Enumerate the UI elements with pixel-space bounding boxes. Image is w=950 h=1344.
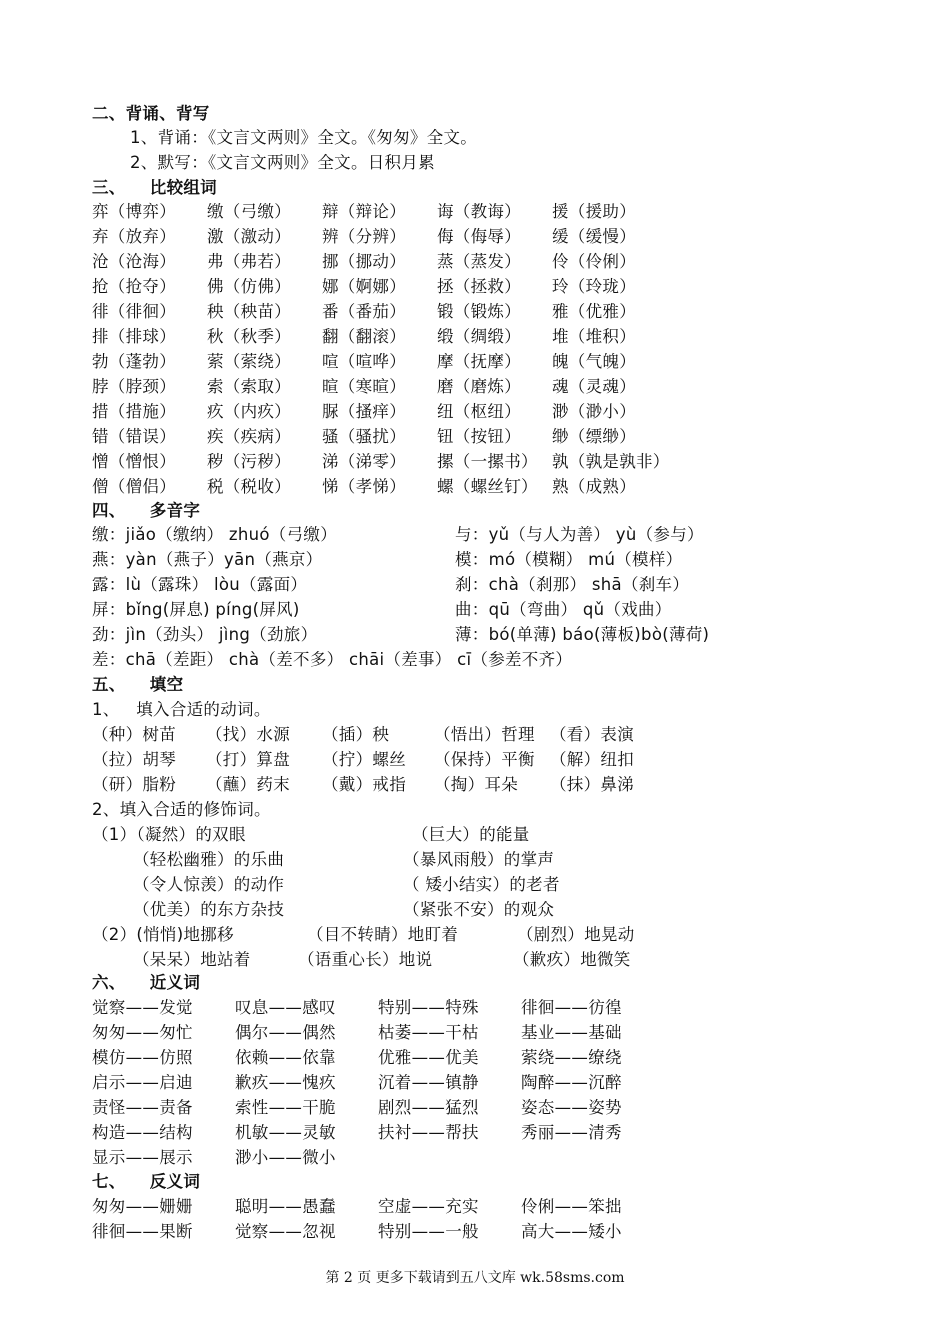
table-cell: 偶尔——偶然 bbox=[235, 1023, 336, 1042]
page-footer: 第 2 页 更多下载请到五八文库 wk.58sms.com bbox=[325, 1270, 625, 1286]
table-cell: 纽（枢纽） bbox=[437, 402, 521, 421]
table-cell: 喧（喧哗） bbox=[322, 352, 406, 371]
table-cell: 模仿——仿照 bbox=[92, 1048, 193, 1067]
table-cell: （打）算盘 bbox=[206, 750, 290, 769]
table-cell: （紧张不安）的观众 bbox=[403, 900, 555, 919]
table-cell: （优美）的东方杂技 bbox=[133, 900, 285, 919]
table-cell: 优雅——优美 bbox=[378, 1048, 479, 1067]
table-cell: 刹：chà（刹那） shā（刹车） bbox=[455, 575, 690, 594]
section-7-heading: 七、 反义词 bbox=[92, 1172, 201, 1191]
table-cell: （插）秧 bbox=[322, 725, 390, 744]
table-row bbox=[92, 274, 692, 299]
table-row bbox=[92, 1120, 651, 1145]
table-row bbox=[92, 1219, 651, 1244]
section-4-heading: 四、 多音字 bbox=[92, 501, 201, 520]
table-cell: 特别——一般 bbox=[378, 1222, 479, 1241]
table-row bbox=[92, 772, 650, 797]
table-cell: 缓（缓慢） bbox=[552, 227, 636, 246]
table-cell: 税（税收） bbox=[207, 477, 291, 496]
table-cell: 弃（放弃） bbox=[92, 227, 176, 246]
table-cell: 模：mó（模糊） mú（模样） bbox=[455, 550, 683, 569]
table-cell: （语重心长）地说 bbox=[298, 950, 433, 969]
table-row bbox=[92, 1020, 651, 1045]
table-row bbox=[92, 1095, 651, 1120]
table-row bbox=[92, 399, 692, 424]
table-cell: 佛（仿佛） bbox=[207, 277, 291, 296]
table-cell: 徘（徘徊） bbox=[92, 302, 176, 321]
table-cell: 孰（孰是孰非） bbox=[552, 452, 670, 471]
table-row bbox=[92, 1045, 651, 1070]
table-cell: 高大——矮小 bbox=[521, 1222, 622, 1241]
table-cell: （ 矮小结实）的老者 bbox=[403, 875, 560, 894]
table-cell: 憎（憎恨） bbox=[92, 452, 176, 471]
fill-modifiers-instruction: 2、填入合适的修饰词。 bbox=[92, 800, 271, 819]
table-cell: （蘸）药末 bbox=[206, 775, 290, 794]
table-cell: 秽（污秽） bbox=[207, 452, 291, 471]
table-row bbox=[92, 349, 692, 374]
table-cell: 责怪——责备 bbox=[92, 1098, 193, 1117]
table-cell: 秧（秧苗） bbox=[207, 302, 291, 321]
table-cell: 秀丽——清秀 bbox=[521, 1123, 622, 1142]
table-cell: （抹）鼻涕 bbox=[550, 775, 634, 794]
table-row bbox=[92, 747, 650, 772]
table-cell: 疚（内疚） bbox=[207, 402, 291, 421]
table-cell: 聪明——愚蠢 bbox=[235, 1197, 336, 1216]
table-cell: （轻松幽雅）的乐曲 bbox=[133, 850, 285, 869]
table-cell: 屏：bǐng(屏息) píng(屏风) bbox=[92, 600, 300, 619]
table-row bbox=[92, 374, 692, 399]
table-cell: 雅（优雅） bbox=[552, 302, 636, 321]
table-cell: 魄（气魄） bbox=[552, 352, 636, 371]
table-row bbox=[92, 1145, 651, 1170]
section-2-heading: 二、背诵、背写 bbox=[92, 104, 210, 123]
table-cell: 基业——基础 bbox=[521, 1023, 622, 1042]
table-cell: 玲（玲珑） bbox=[552, 277, 636, 296]
table-cell: 摩（抚摩） bbox=[437, 352, 521, 371]
table-cell: 激（激动） bbox=[207, 227, 291, 246]
table-cell: 辨（分辨） bbox=[322, 227, 406, 246]
table-cell: 特别——特殊 bbox=[378, 998, 479, 1017]
table-row bbox=[92, 597, 785, 622]
table-cell: 扶衬——帮扶 bbox=[378, 1123, 479, 1142]
table-cell: 沧（沧海） bbox=[92, 252, 176, 271]
table-cell: 燕：yàn（燕子）yān（燕京） bbox=[92, 550, 323, 569]
table-row bbox=[92, 995, 651, 1020]
table-cell: 排（排球） bbox=[92, 327, 176, 346]
table-row bbox=[133, 872, 663, 897]
table-row bbox=[92, 722, 650, 747]
table-cell: 依赖——依靠 bbox=[235, 1048, 336, 1067]
table-row bbox=[92, 199, 692, 224]
table-cell: 螺（螺丝钉） bbox=[437, 477, 538, 496]
table-cell: 拯（拯救） bbox=[437, 277, 521, 296]
table-cell: （歉疚）地微笑 bbox=[513, 950, 631, 969]
table-row bbox=[92, 474, 692, 499]
table-cell: （悟出）哲理 bbox=[434, 725, 535, 744]
table-cell: 露：lù（露珠） lòu（露面） bbox=[92, 575, 308, 594]
table-row bbox=[92, 822, 672, 847]
table-row bbox=[92, 1070, 651, 1095]
table-cell: 辩（辩论） bbox=[322, 202, 406, 221]
table-cell: （看）表演 bbox=[550, 725, 634, 744]
table-row bbox=[92, 572, 785, 597]
table-cell: 匆匆——匆忙 bbox=[92, 1023, 193, 1042]
table-cell: （掏）耳朵 bbox=[434, 775, 518, 794]
table-cell: （暴风雨般）的掌声 bbox=[403, 850, 555, 869]
table-cell: 枯萎——干枯 bbox=[378, 1023, 479, 1042]
dictation-line: 2、默写：《文言文两则》全文。日积月累 bbox=[130, 153, 435, 172]
recite-line: 1、背诵：《文言文两则》全文。《匆匆》全文。 bbox=[130, 128, 478, 147]
table-cell: 暄（寒暄） bbox=[322, 377, 406, 396]
table-cell: 机敏——灵敏 bbox=[235, 1123, 336, 1142]
table-cell: 锻（锻炼） bbox=[437, 302, 521, 321]
table-cell: 翻（翻滚） bbox=[322, 327, 406, 346]
table-cell: 空虚——充实 bbox=[378, 1197, 479, 1216]
table-cell: 钮（按钮） bbox=[437, 427, 521, 446]
section-3-heading: 三、 比较组词 bbox=[92, 178, 217, 197]
table-cell: 构造——结构 bbox=[92, 1123, 193, 1142]
table-cell: 弗（弗若） bbox=[207, 252, 291, 271]
table-cell: 僧（僧侣） bbox=[92, 477, 176, 496]
table-row bbox=[92, 547, 785, 572]
table-row bbox=[133, 947, 713, 972]
table-cell: （剧烈）地晃动 bbox=[517, 925, 635, 944]
table-cell: 缈（缥缈） bbox=[552, 427, 636, 446]
table-cell: 启示——启迪 bbox=[92, 1073, 193, 1092]
table-cell: 脖（脖颈） bbox=[92, 377, 176, 396]
table-cell: 疾（疾病） bbox=[207, 427, 291, 446]
table-cell: 抢（抢夺） bbox=[92, 277, 176, 296]
table-cell: 伶（伶俐） bbox=[552, 252, 636, 271]
table-cell: 诲（教诲） bbox=[437, 202, 521, 221]
polyphonic-row: 差：chā（差距） chà（差不多） chāi（差事） cī（参差不齐） bbox=[92, 650, 573, 669]
table-row bbox=[92, 1194, 651, 1219]
table-cell: （找）水源 bbox=[206, 725, 290, 744]
table-cell: 熟（成熟） bbox=[552, 477, 636, 496]
table-cell: 磨（磨炼） bbox=[437, 377, 521, 396]
table-cell: 薄：bó(单薄) báo(薄板)bò(薄荷) bbox=[455, 625, 710, 644]
table-cell: 错（错误） bbox=[92, 427, 176, 446]
table-cell: 匆匆——姗姗 bbox=[92, 1197, 193, 1216]
table-cell: 与：yǔ（与人为善） yù（参与） bbox=[455, 525, 704, 544]
table-cell: 觉察——发觉 bbox=[92, 998, 193, 1017]
table-cell: 援（援助） bbox=[552, 202, 636, 221]
table-cell: 挪（挪动） bbox=[322, 252, 406, 271]
table-cell: （1）（凝然）的双眼 bbox=[92, 825, 246, 844]
table-cell: 叹息——感叹 bbox=[235, 998, 336, 1017]
table-cell: 剧烈——猛烈 bbox=[378, 1098, 479, 1117]
table-cell: 劲：jìn（劲头） jìng（劲旅） bbox=[92, 625, 318, 644]
table-cell: 魂（灵魂） bbox=[552, 377, 636, 396]
table-cell: （研）脂粉 bbox=[92, 775, 176, 794]
table-row bbox=[92, 249, 692, 274]
table-cell: （种）树苗 bbox=[92, 725, 176, 744]
table-cell: 悌（孝悌） bbox=[322, 477, 406, 496]
table-cell: 姿态——姿势 bbox=[521, 1098, 622, 1117]
table-cell: 伶俐——笨拙 bbox=[521, 1197, 622, 1216]
table-cell: 陶醉——沉醉 bbox=[521, 1073, 622, 1092]
table-cell: 缴（弓缴） bbox=[207, 202, 291, 221]
table-row bbox=[92, 622, 785, 647]
table-cell: 侮（侮辱） bbox=[437, 227, 521, 246]
table-cell: （呆呆）地站着 bbox=[133, 950, 251, 969]
table-cell: 骚（骚扰） bbox=[322, 427, 406, 446]
table-cell: 徘徊——果断 bbox=[92, 1222, 193, 1241]
table-cell: 蒸（蒸发） bbox=[437, 252, 521, 271]
table-cell: 萦绕——缭绕 bbox=[521, 1048, 622, 1067]
table-row bbox=[133, 847, 663, 872]
section-5-heading: 五、 填空 bbox=[92, 675, 184, 694]
table-cell: 缴：jiǎo（缴纳） zhuó（弓缴） bbox=[92, 525, 337, 544]
table-cell: （巨大）的能量 bbox=[412, 825, 530, 844]
table-cell: （令人惊羡）的动作 bbox=[133, 875, 285, 894]
table-row bbox=[92, 449, 692, 474]
table-cell: （目不转睛）地盯着 bbox=[307, 925, 459, 944]
table-cell: 沉着——镇静 bbox=[378, 1073, 479, 1092]
table-cell: 显示——展示 bbox=[92, 1148, 193, 1167]
table-cell bbox=[521, 1145, 651, 1170]
table-cell: 徘徊——彷徨 bbox=[521, 998, 622, 1017]
table-cell: 渺小——微小 bbox=[235, 1148, 336, 1167]
table-cell: （拉）胡琴 bbox=[92, 750, 176, 769]
table-cell: （解）纽扣 bbox=[550, 750, 634, 769]
table-row bbox=[92, 224, 692, 249]
table-cell: 索性——干脆 bbox=[235, 1098, 336, 1117]
table-cell: 萦（萦绕） bbox=[207, 352, 291, 371]
table-cell: （拧）螺丝 bbox=[322, 750, 406, 769]
table-cell: 脲（搔痒） bbox=[322, 402, 406, 421]
table-row bbox=[92, 424, 692, 449]
table-cell: 勃（蓬勃） bbox=[92, 352, 176, 371]
table-cell: 摞（一摞书） bbox=[437, 452, 538, 471]
table-cell bbox=[378, 1145, 521, 1170]
table-cell: 曲：qū（弯曲） qǔ（戏曲） bbox=[455, 600, 672, 619]
table-row bbox=[133, 897, 663, 922]
table-cell: 索（索取） bbox=[207, 377, 291, 396]
table-row bbox=[92, 324, 692, 349]
table-cell: 番（番茄） bbox=[322, 302, 406, 321]
table-row bbox=[92, 299, 692, 324]
table-cell: 歉疚——愧疚 bbox=[235, 1073, 336, 1092]
table-cell: 堆（堆积） bbox=[552, 327, 636, 346]
table-cell: 缎（绸缎） bbox=[437, 327, 521, 346]
section-6-heading: 六、 近义词 bbox=[92, 973, 201, 992]
table-cell: 娜（婀娜） bbox=[322, 277, 406, 296]
table-cell: 弈（博弈） bbox=[92, 202, 176, 221]
table-cell: 秋（秋季） bbox=[207, 327, 291, 346]
table-cell: （保持）平衡 bbox=[434, 750, 535, 769]
table-cell: （2）(悄悄)地挪移 bbox=[92, 925, 234, 944]
table-cell: 涕（涕零） bbox=[322, 452, 406, 471]
table-cell: 措（措施） bbox=[92, 402, 176, 421]
table-cell: 渺（渺小） bbox=[552, 402, 636, 421]
table-row bbox=[92, 522, 785, 547]
fill-verbs-instruction: 1、 填入合适的动词。 bbox=[92, 700, 271, 719]
table-cell: 觉察——忽视 bbox=[235, 1222, 336, 1241]
table-cell: （戴）戒指 bbox=[322, 775, 406, 794]
table-row bbox=[92, 922, 717, 947]
